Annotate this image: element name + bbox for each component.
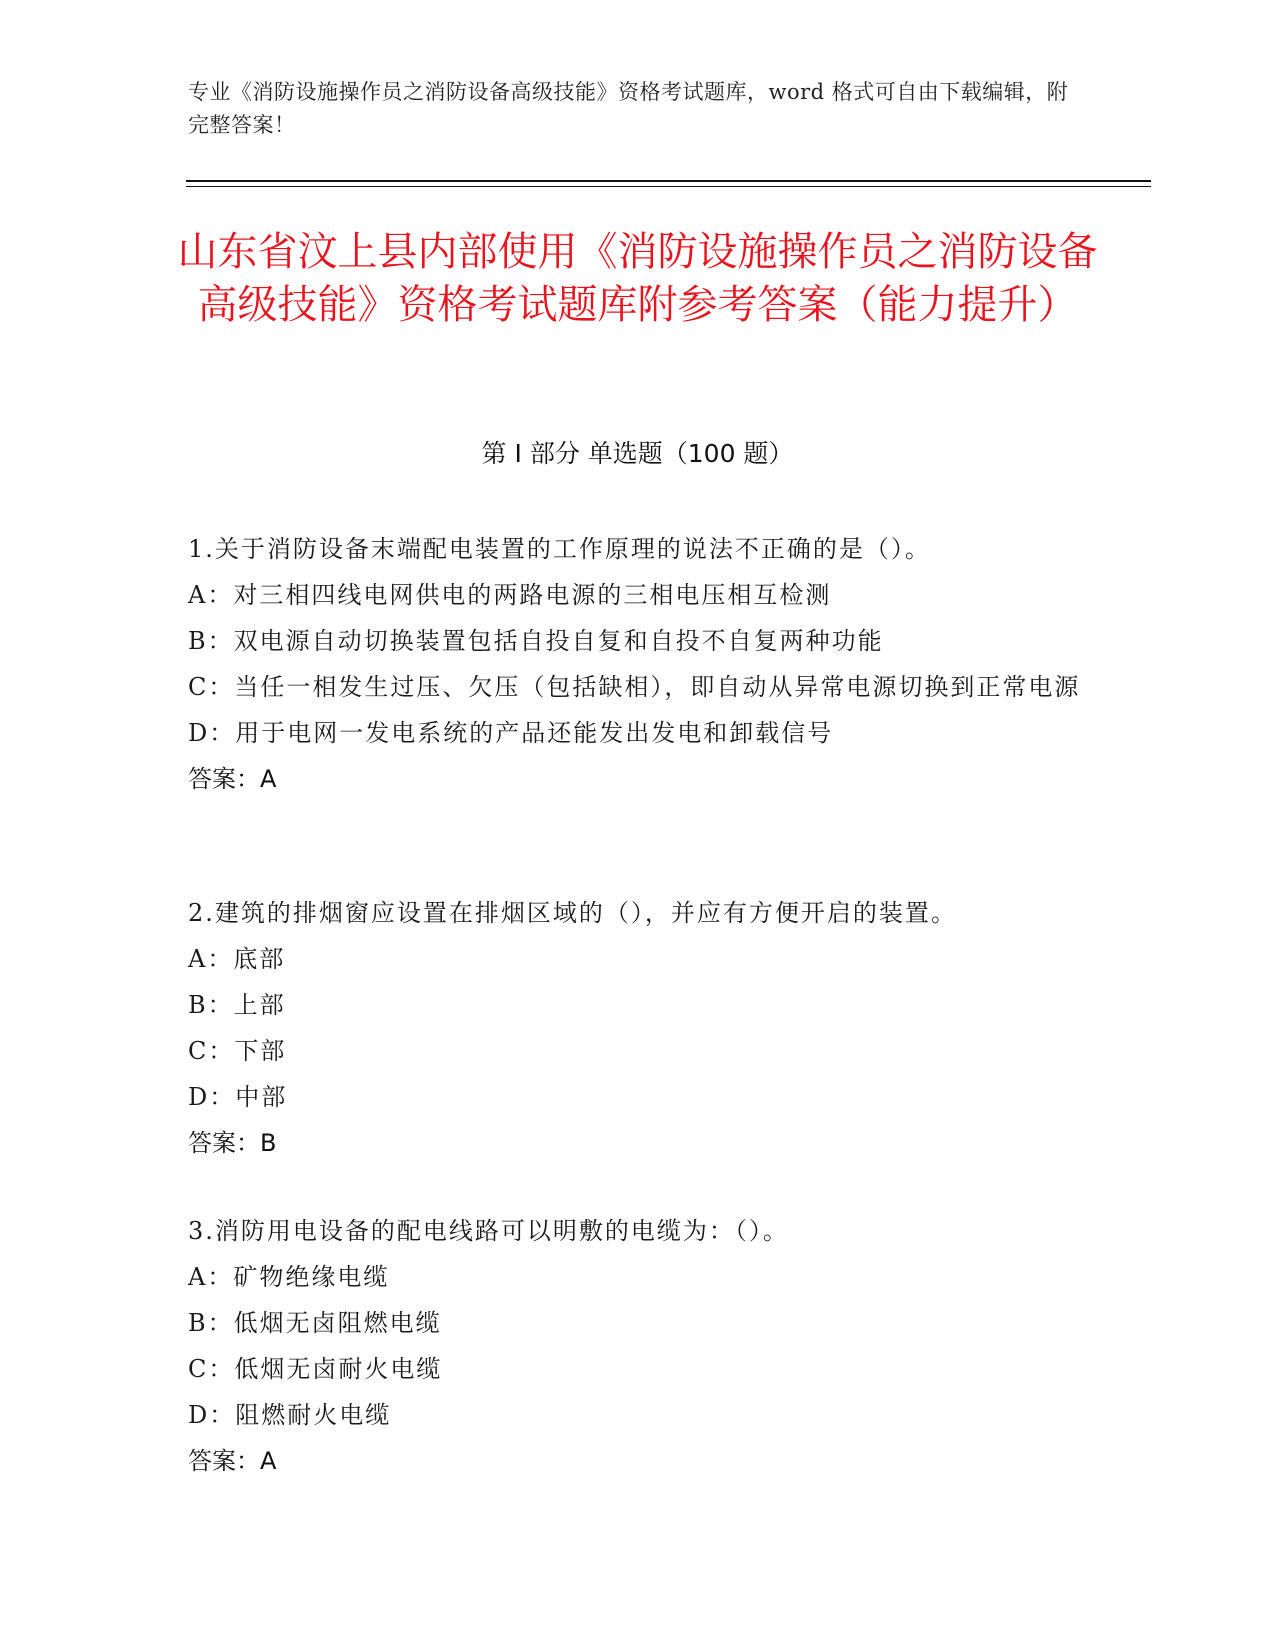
answer-line: 答案：B [188, 1129, 277, 1157]
header-rule-thin [186, 186, 1151, 187]
section-heading: 第 I 部分 单选题（100 题） [481, 439, 794, 468]
option-c: C：下部 [188, 1037, 287, 1065]
option-a: A：底部 [188, 945, 286, 973]
option-c: C：当任一相发生过压、欠压（包括缺相），即自动从异常电源切换到正常电源 [188, 673, 1081, 701]
option-a: A：对三相四线电网供电的两路电源的三相电压相互检测 [188, 581, 832, 609]
answer-line: 答案：A [188, 1447, 277, 1475]
option-a: A：矿物绝缘电缆 [188, 1263, 390, 1291]
question-stem: 3.消防用电设备的配电线路可以明敷的电缆为：（）。 [188, 1217, 789, 1245]
document-title: 山东省汶上县内部使用《消防设施操作员之消防设备高级技能》资格考试题库附参考答案（能力提升） [177, 229, 1098, 328]
header-rule-thick [186, 180, 1151, 182]
answer-line: 答案：A [188, 765, 277, 793]
question-block [188, 526, 1088, 802]
question-block [188, 890, 1088, 1166]
question-block [188, 1208, 1088, 1484]
header-note: 专业《消防设施操作员之消防设备高级技能》资格考试题库，word 格式可自由下载编辑，附完整答案！ [188, 80, 1069, 137]
option-d: D：阻燃耐火电缆 [188, 1401, 392, 1429]
question-stem: 2.建筑的排烟窗应设置在排烟区域的（），并应有方便开启的装置。 [188, 899, 957, 927]
option-b: B：双电源自动切换装置包括自投自复和自投不自复两种功能 [188, 627, 884, 655]
question-stem: 1.关于消防设备末端配电装置的工作原理的说法不正确的是（）。 [188, 535, 931, 563]
option-b: B：上部 [188, 991, 286, 1019]
option-d: D：中部 [188, 1083, 288, 1111]
option-d: D：用于电网一发电系统的产品还能发出发电和卸载信号 [188, 719, 834, 747]
option-c: C：低烟无卤耐火电缆 [188, 1355, 443, 1383]
option-b: B：低烟无卤阻燃电缆 [188, 1309, 442, 1337]
